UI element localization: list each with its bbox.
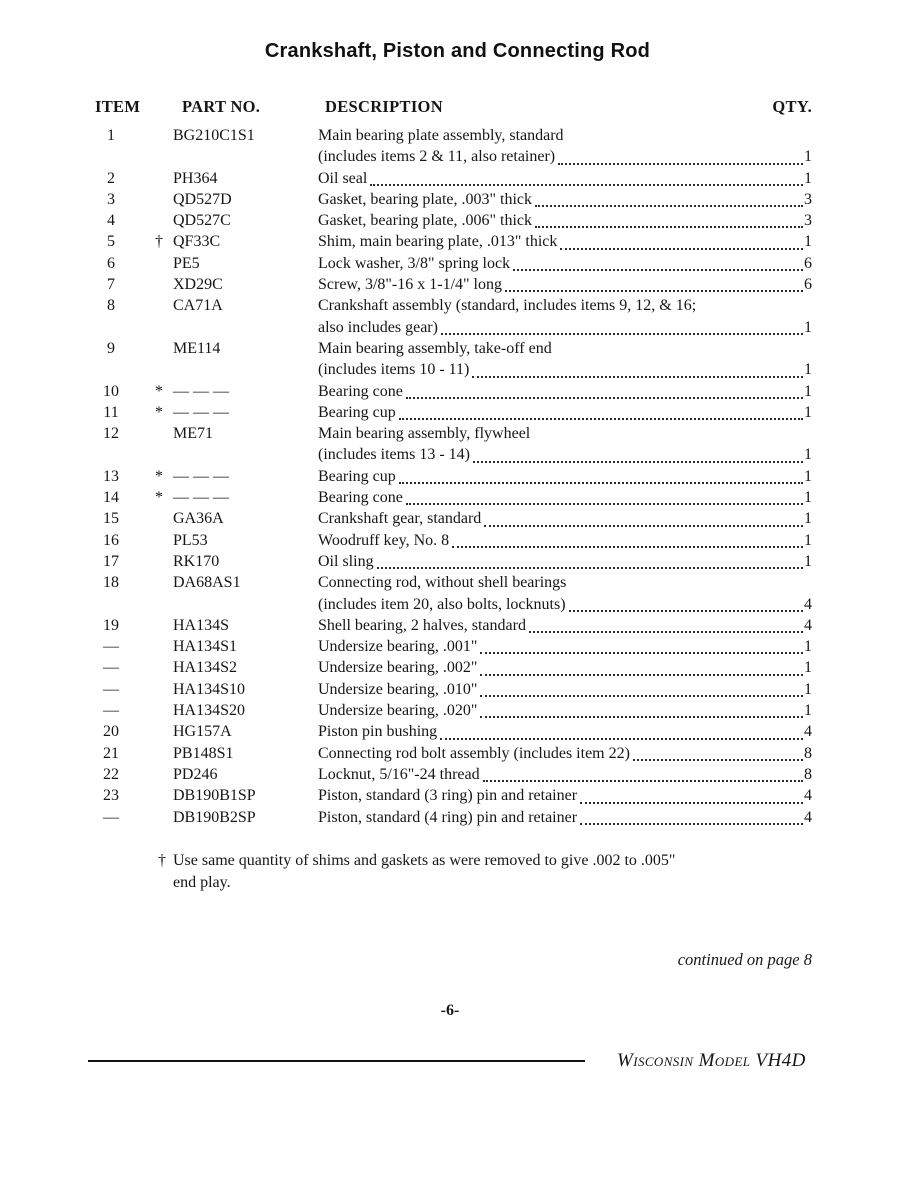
footnote-line-2: end play. xyxy=(173,873,231,891)
part-number: QD527D xyxy=(173,190,232,208)
item-cell: 6 xyxy=(107,254,115,272)
item-cell: 12 xyxy=(103,425,119,443)
description-text: Shim, main bearing plate, .013" thick xyxy=(318,233,558,251)
description-text: Oil seal xyxy=(318,169,368,187)
part-no-cell xyxy=(155,444,318,465)
table-row xyxy=(88,636,812,657)
table-row xyxy=(88,594,812,615)
qty-cell: 1 xyxy=(804,552,812,570)
part-no-cell xyxy=(155,679,318,700)
qty-cell: 3 xyxy=(804,212,812,230)
dot-leader xyxy=(480,652,803,654)
item-cell: 1 xyxy=(107,127,115,144)
part-number: CA71A xyxy=(173,297,223,315)
part-no-cell xyxy=(155,594,318,615)
description-cell xyxy=(318,253,812,274)
dot-leader xyxy=(473,461,803,463)
description-text: (includes items 10 - 11) xyxy=(318,361,470,379)
qty-cell: 4 xyxy=(804,787,812,805)
description-cell xyxy=(318,594,812,615)
table-row xyxy=(88,466,812,487)
item-cell: 19 xyxy=(103,616,119,634)
part-number: ME71 xyxy=(173,425,213,443)
table-row xyxy=(88,530,812,551)
item-cell: 11 xyxy=(103,403,119,421)
dot-leader xyxy=(529,631,803,633)
part-no-cell xyxy=(155,338,318,359)
description-text: Lock washer, 3/8" spring lock xyxy=(318,254,511,272)
qty-cell: 8 xyxy=(804,765,812,783)
item-cell: 14 xyxy=(103,489,119,507)
description-text: Main bearing assembly, take-off end xyxy=(318,339,552,357)
part-no-cell xyxy=(155,231,318,252)
qty-cell: 6 xyxy=(804,254,812,272)
description-cell xyxy=(318,487,812,508)
dot-leader xyxy=(452,546,803,548)
item-cell: 8 xyxy=(107,297,115,315)
qty-cell: 1 xyxy=(804,489,812,507)
table-row xyxy=(88,146,812,167)
description-cell xyxy=(318,423,812,444)
item-cell: 22 xyxy=(103,765,119,783)
item-cell: 21 xyxy=(103,744,119,762)
description-text: Connecting rod bolt assembly (includes item 22) xyxy=(318,744,630,762)
description-cell xyxy=(318,210,812,231)
qty-cell: 1 xyxy=(804,531,812,549)
description-text: Gasket, bearing plate, .006" thick xyxy=(318,212,533,230)
description-text: Locknut, 5/16"-24 thread xyxy=(318,765,480,783)
qty-cell: 6 xyxy=(804,276,812,294)
part-no-cell xyxy=(155,210,318,231)
description-cell xyxy=(318,381,812,402)
item-cell: 3 xyxy=(107,190,115,208)
dot-leader xyxy=(580,802,803,804)
item-cell: 2 xyxy=(107,169,115,187)
dot-leader xyxy=(483,780,803,782)
part-number: QF33C xyxy=(173,233,221,251)
part-number: DA68AS1 xyxy=(173,574,241,592)
part-no-cell xyxy=(155,189,318,210)
part-no-cell xyxy=(155,721,318,742)
description-cell xyxy=(318,125,812,146)
item-cell: 9 xyxy=(107,339,115,357)
dot-leader xyxy=(406,503,803,505)
dot-leader xyxy=(560,248,803,250)
qty-cell: 1 xyxy=(804,467,812,485)
dot-leader xyxy=(484,525,803,527)
description-cell xyxy=(318,636,812,657)
description-text: Crankshaft gear, standard xyxy=(318,510,482,528)
document-page xyxy=(0,40,915,1187)
part-number: PL53 xyxy=(173,531,208,549)
dot-leader xyxy=(440,738,803,740)
part-no-cell xyxy=(155,785,318,806)
item-cell: — xyxy=(103,638,119,656)
description-cell xyxy=(318,679,812,700)
table-row xyxy=(88,444,812,465)
part-number: DB190B1SP xyxy=(173,787,256,805)
parts-table xyxy=(88,97,812,1020)
description-cell xyxy=(318,807,812,828)
table-row xyxy=(88,295,812,316)
qty-cell: 1 xyxy=(804,361,812,379)
description-text: Piston, standard (3 ring) pin and retainer xyxy=(318,787,578,805)
table-row xyxy=(88,508,812,529)
dot-leader xyxy=(377,567,803,569)
continued-note: continued on page 8 xyxy=(677,949,812,969)
qty-cell: 4 xyxy=(804,595,812,613)
description-cell xyxy=(318,444,812,465)
qty-cell: 1 xyxy=(804,148,812,166)
description-cell xyxy=(318,317,812,338)
description-text: Connecting rod, without shell bearings xyxy=(318,574,567,592)
part-number: GA36A xyxy=(173,510,224,528)
description-cell xyxy=(318,402,812,423)
part-no-cell xyxy=(155,423,318,444)
table-row xyxy=(88,231,812,252)
description-cell xyxy=(318,700,812,721)
qty-cell: 1 xyxy=(804,169,812,187)
table-row xyxy=(88,657,812,678)
description-cell xyxy=(318,168,812,189)
part-number: — — — xyxy=(173,489,229,507)
part-number: HG157A xyxy=(173,723,232,741)
item-cell: — xyxy=(103,680,119,698)
qty-cell: 4 xyxy=(804,723,812,741)
description-cell xyxy=(318,231,812,252)
part-number: HA134S2 xyxy=(173,659,238,677)
part-no-cell xyxy=(155,295,318,316)
part-number: BG210C1S1 xyxy=(173,127,255,144)
part-number: HA134S10 xyxy=(173,680,246,698)
item-cell: 23 xyxy=(103,787,119,805)
part-number: QD527C xyxy=(173,212,231,230)
part-prefix: * xyxy=(155,403,163,421)
description-cell xyxy=(318,743,812,764)
description-text: Bearing cup xyxy=(318,467,396,485)
column-header-description: DESCRIPTION xyxy=(325,97,443,116)
table-row xyxy=(88,338,812,359)
description-text: Bearing cone xyxy=(318,382,403,400)
description-cell xyxy=(318,189,812,210)
description-text: Undersize bearing, .010" xyxy=(318,680,478,698)
table-row xyxy=(88,572,812,593)
table-row xyxy=(88,785,812,806)
description-text: also includes gear) xyxy=(318,318,438,336)
description-text: (includes items 2 & 11, also retainer) xyxy=(318,148,556,166)
table-row xyxy=(88,743,812,764)
description-cell xyxy=(318,657,812,678)
qty-cell: 8 xyxy=(804,744,812,762)
dot-leader xyxy=(558,163,803,165)
description-text: Gasket, bearing plate, .003" thick xyxy=(318,190,533,208)
page-footer xyxy=(88,1050,828,1072)
table-row xyxy=(88,487,812,508)
part-number: XD29C xyxy=(173,276,223,294)
item-cell: 5 xyxy=(107,233,115,251)
footnote xyxy=(158,850,812,894)
table-row xyxy=(88,807,812,828)
table-row xyxy=(88,700,812,721)
dot-leader xyxy=(513,269,803,271)
description-text: Woodruff key, No. 8 xyxy=(318,531,450,549)
item-cell: 7 xyxy=(107,276,115,294)
description-text: Main bearing assembly, flywheel xyxy=(318,425,531,443)
part-no-cell xyxy=(155,359,318,380)
description-text: (includes item 20, also bolts, locknuts) xyxy=(318,595,566,613)
item-cell: 15 xyxy=(103,510,119,528)
part-number: HA134S1 xyxy=(173,638,238,656)
description-cell xyxy=(318,572,812,593)
description-text: Bearing cone xyxy=(318,489,403,507)
item-cell: 10 xyxy=(103,382,119,400)
table-row xyxy=(88,679,812,700)
part-number: HA134S xyxy=(173,616,230,634)
part-number: ME114 xyxy=(173,339,221,357)
part-no-cell xyxy=(155,168,318,189)
item-cell: — xyxy=(103,808,119,826)
description-cell xyxy=(318,338,812,359)
description-cell xyxy=(318,530,812,551)
dot-leader xyxy=(406,397,803,399)
item-cell: 16 xyxy=(103,531,119,549)
part-prefix: * xyxy=(155,382,163,400)
qty-cell: 1 xyxy=(804,638,812,656)
part-no-cell xyxy=(155,743,318,764)
dot-leader xyxy=(633,759,803,761)
qty-cell: 4 xyxy=(804,808,812,826)
dot-leader xyxy=(505,290,803,292)
description-text: Undersize bearing, .020" xyxy=(318,702,478,720)
table-row xyxy=(88,125,812,146)
item-cell: 13 xyxy=(103,467,119,485)
dot-leader xyxy=(580,823,803,825)
table-row xyxy=(88,189,812,210)
description-text: Main bearing plate assembly, standard xyxy=(318,127,564,144)
dot-leader xyxy=(480,716,803,718)
part-no-cell xyxy=(155,807,318,828)
dot-leader xyxy=(472,376,803,378)
page-title: Crankshaft, Piston and Connecting Rod xyxy=(264,40,651,62)
description-text: Shell bearing, 2 halves, standard xyxy=(318,616,526,634)
description-cell xyxy=(318,615,812,636)
table-row xyxy=(88,402,812,423)
table-header-row xyxy=(88,97,812,117)
part-no-cell xyxy=(155,274,318,295)
part-prefix: * xyxy=(155,489,163,507)
part-no-cell xyxy=(155,253,318,274)
qty-cell: 1 xyxy=(804,233,812,251)
dot-leader xyxy=(441,333,803,335)
table-row xyxy=(88,210,812,231)
table-row xyxy=(88,764,812,785)
part-no-cell xyxy=(155,551,318,572)
part-no-cell xyxy=(155,700,318,721)
part-no-cell xyxy=(155,657,318,678)
part-no-cell xyxy=(155,381,318,402)
qty-cell: 1 xyxy=(804,680,812,698)
table-row xyxy=(88,615,812,636)
dot-leader xyxy=(480,695,803,697)
description-text: Piston, standard (4 ring) pin and retainer xyxy=(318,808,578,826)
part-number: PE5 xyxy=(173,254,200,272)
part-no-cell xyxy=(155,466,318,487)
part-no-cell xyxy=(155,764,318,785)
column-header-qty: QTY. xyxy=(772,97,812,116)
part-no-cell xyxy=(155,125,318,146)
description-cell xyxy=(318,764,812,785)
description-cell xyxy=(318,551,812,572)
part-no-cell xyxy=(155,317,318,338)
description-text: Screw, 3/8"-16 x 1-1/4" long xyxy=(318,276,502,294)
table-row xyxy=(88,317,812,338)
description-text: Piston pin bushing xyxy=(318,723,438,741)
qty-cell: 1 xyxy=(804,446,812,464)
description-text: Bearing cup xyxy=(318,403,396,421)
dagger-symbol: † xyxy=(158,851,166,869)
part-no-cell xyxy=(155,402,318,423)
parts-table-body xyxy=(88,125,812,828)
part-no-cell xyxy=(155,615,318,636)
table-row xyxy=(88,721,812,742)
dot-leader xyxy=(535,226,803,228)
description-cell xyxy=(318,466,812,487)
part-no-cell xyxy=(155,487,318,508)
description-cell xyxy=(318,508,812,529)
part-number: — — — xyxy=(173,403,229,421)
item-cell: 4 xyxy=(107,212,115,230)
part-number: PD246 xyxy=(173,765,218,783)
description-text: Undersize bearing, .001" xyxy=(318,638,478,656)
description-cell xyxy=(318,785,812,806)
qty-cell: 1 xyxy=(804,318,812,336)
part-no-cell xyxy=(155,530,318,551)
description-cell xyxy=(318,359,812,380)
description-cell xyxy=(318,146,812,167)
item-cell: — xyxy=(103,659,119,677)
part-prefix: † xyxy=(155,233,163,251)
description-cell xyxy=(318,295,812,316)
footnote-line-1: Use same quantity of shims and gaskets as were removed to give .002 to .005" xyxy=(173,851,676,869)
dot-leader xyxy=(399,418,803,420)
qty-cell: 1 xyxy=(804,702,812,720)
description-text: (includes items 13 - 14) xyxy=(318,446,470,464)
footnote-text xyxy=(173,850,675,894)
footer-model-label: Wisconsin Model VH4D xyxy=(617,1049,806,1071)
dot-leader xyxy=(399,482,803,484)
footer-rule xyxy=(88,1060,585,1062)
description-cell xyxy=(318,274,812,295)
column-header-item: ITEM xyxy=(95,97,141,116)
item-cell: 17 xyxy=(103,552,119,570)
qty-cell: 1 xyxy=(804,382,812,400)
table-row xyxy=(88,551,812,572)
column-header-part-no: PART NO. xyxy=(182,97,261,116)
part-number: HA134S20 xyxy=(173,702,246,720)
table-row xyxy=(88,168,812,189)
dot-leader xyxy=(480,674,803,676)
item-cell: — xyxy=(103,702,119,720)
part-number: DB190B2SP xyxy=(173,808,256,826)
dot-leader xyxy=(569,610,803,612)
part-no-cell xyxy=(155,146,318,167)
part-number: — — — xyxy=(173,467,229,485)
qty-cell: 3 xyxy=(804,190,812,208)
table-row xyxy=(88,253,812,274)
part-prefix: * xyxy=(155,467,163,485)
part-number: RK170 xyxy=(173,552,220,570)
description-text: Crankshaft assembly (standard, includes items 9, 12, & 16; xyxy=(318,297,697,315)
qty-cell: 1 xyxy=(804,659,812,677)
part-no-cell xyxy=(155,636,318,657)
page-number: -6- xyxy=(440,1001,460,1019)
description-text: Undersize bearing, .002" xyxy=(318,659,478,677)
table-row xyxy=(88,381,812,402)
qty-cell: 1 xyxy=(804,510,812,528)
dot-leader xyxy=(370,184,803,186)
table-row xyxy=(88,274,812,295)
table-row xyxy=(88,359,812,380)
item-cell: 18 xyxy=(103,574,119,592)
part-number: PB148S1 xyxy=(173,744,234,762)
part-no-cell xyxy=(155,572,318,593)
part-no-cell xyxy=(155,508,318,529)
qty-cell: 4 xyxy=(804,616,812,634)
item-cell: 20 xyxy=(103,723,119,741)
qty-cell: 1 xyxy=(804,403,812,421)
description-cell xyxy=(318,721,812,742)
part-number: — — — xyxy=(173,382,229,400)
part-number: PH364 xyxy=(173,169,218,187)
table-row xyxy=(88,423,812,444)
dot-leader xyxy=(535,205,803,207)
description-text: Oil sling xyxy=(318,552,374,570)
